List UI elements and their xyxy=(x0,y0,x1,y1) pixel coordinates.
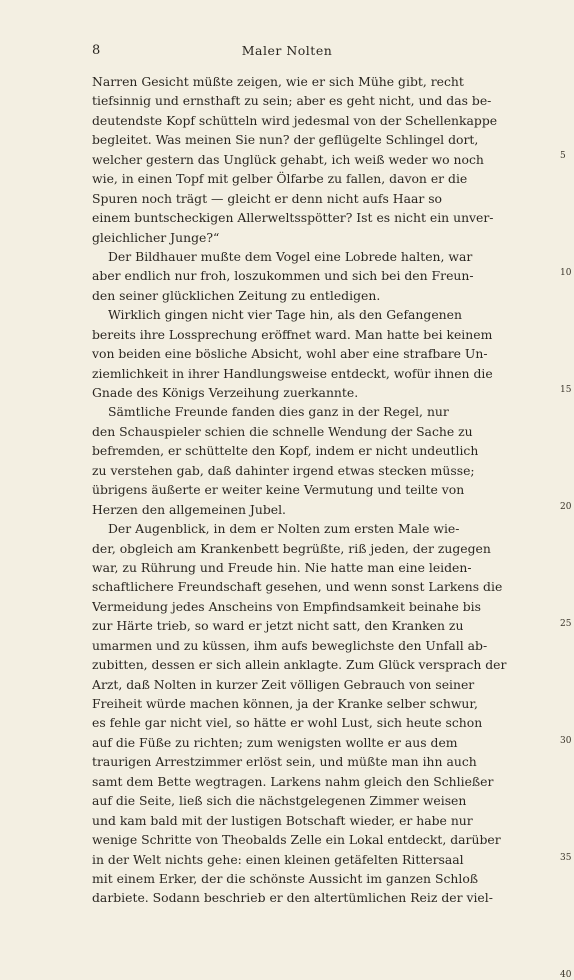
text-line: übrigens äußerte er weiter keine Vermutung und teilte von xyxy=(92,482,465,498)
text-line: umarmen und zu küssen, ihm aufs beweglichste den Unfall ab- xyxy=(92,637,488,653)
text-line: zu verstehen gab, daß dahinter irgend etwas stecken müsse; xyxy=(92,462,475,478)
text-line: in der Welt nichts gehe: einen kleinen getäfelten Rittersaal xyxy=(92,851,464,867)
line-number: 15 xyxy=(560,385,572,395)
text-line: auf die Seite, ließ sich die nächstgelegenen Zimmer weisen xyxy=(92,793,467,809)
text-line: Der Bildhauer mußte dem Vogel eine Lobrede halten, war xyxy=(108,248,473,264)
text-line: begleitet. Was meinen Sie nun? der geflügelte Schlingel dort, xyxy=(92,132,479,148)
text-line: deutendste Kopf schütteln wird jedesmal von der Schellenkappe xyxy=(92,112,498,128)
text-line: Narren Gesicht müßte zeigen, wie er sich Mühe gibt, recht xyxy=(92,74,464,89)
text-line: wenige Schritte von Theobalds Zelle ein Lokal entdeckt, darüber xyxy=(92,832,501,848)
page-number: 8 xyxy=(92,43,101,58)
text-line: Vermeidung jedes Anscheins von Empfindsamkeit beinahe bis xyxy=(92,598,481,614)
text-line: Sämtliche Freunde fanden dies ganz in der Regel, nur xyxy=(108,404,449,420)
text-line: Herzen den allgemeinen Jubel. xyxy=(92,501,286,517)
text-line: auf die Füße zu richten; zum wenigsten wollte er aus dem xyxy=(92,734,458,750)
text-line: der, obgleich am Krankenbett begrüßte, riß jeden, der zugegen xyxy=(92,540,491,556)
text-line: schaftlichere Freundschaft gesehen, und wenn sonst Larkens die xyxy=(92,579,503,595)
text-line: samt dem Bette wegtragen. Larkens nahm gleich den Schließer xyxy=(92,773,494,789)
text-line: zubitten, dessen er sich allein anklagte. Zum Glück versprach der xyxy=(92,657,507,673)
line-number: 20 xyxy=(560,502,572,512)
text-line: traurigen Arrestzimmer erlöst sein, und müßte man ihn auch xyxy=(92,754,477,770)
line-number: 25 xyxy=(560,619,572,629)
text-line: wie, in einen Topf mit gelber Ölfarbe zu fallen, davon er die xyxy=(92,171,468,187)
text-line: Der Augenblick, in dem er Nolten zum ersten Male wie- xyxy=(108,521,460,537)
text-line: Arzt, daß Nolten in kurzer Zeit völligen Gebrauch von seiner xyxy=(92,676,475,692)
text-line: den seiner glücklichen Zeitung zu entledigen. xyxy=(92,287,381,303)
text-line: tiefsinnig und ernsthaft zu sein; aber es geht nicht, und das be- xyxy=(92,93,492,109)
text-line: einem buntscheckigen Allerweltsspötter? Ist es nicht ein unver- xyxy=(92,210,494,226)
body-text xyxy=(92,72,572,980)
line-number: 10 xyxy=(560,268,572,278)
line-number: 35 xyxy=(560,853,572,863)
text-line: war, zu Rührung und Freude hin. Nie hatte man eine leiden- xyxy=(92,559,472,575)
text-line: befremden, er schüttelte den Kopf, indem er nicht undeutlich xyxy=(92,443,479,459)
text-line: Spuren noch trägt — gleicht er denn nicht aufs Haar so xyxy=(92,190,443,206)
text-line: bereits ihre Lossprechung eröffnet ward. Man hatte bei keinem xyxy=(92,326,493,342)
text-line: von beiden eine bösliche Absicht, wohl aber eine strafbare Un- xyxy=(92,346,488,362)
text-line: darbiete. Sodann beschrieb er den altertümlichen Reiz der viel- xyxy=(92,890,493,906)
page-header xyxy=(0,43,574,65)
text-line: den Schauspieler schien die schnelle Wendung der Sache zu xyxy=(92,423,473,439)
text-line: mit einem Erker, der die schönste Aussicht im ganzen Schloß xyxy=(92,870,479,886)
text-line: es fehle gar nicht viel, so hätte er wohl Lust, sich heute schon xyxy=(92,715,483,731)
text-line: aber endlich nur froh, loszukommen und sich bei den Freun- xyxy=(92,268,474,284)
text-line: gleichlicher Junge?“ xyxy=(92,229,220,245)
text-line: welcher gestern das Unglück gehabt, ich weiß weder wo noch xyxy=(92,151,484,167)
text-line: Freiheit würde machen können, ja der Kranke selber schwur, xyxy=(92,696,478,711)
text-line: ziemlichkeit in ihrer Handlungsweise entdeckt, wofür ihnen die xyxy=(92,365,493,381)
text-line: Gnade des Königs Verzeihung zuerkannte. xyxy=(92,385,359,400)
line-number: 5 xyxy=(560,151,566,161)
line-number: 40 xyxy=(560,970,572,980)
text-line: und kam bald mit der lustigen Botschaft wieder, er habe nur xyxy=(92,812,473,828)
text-line: zur Härte trieb, so ward er jetzt nicht satt, den Kranken zu xyxy=(92,618,464,634)
running-title: Maler Nolten xyxy=(241,43,333,58)
line-number: 30 xyxy=(560,736,572,746)
text-line: Wirklich gingen nicht vier Tage hin, als den Gefangenen xyxy=(108,307,462,323)
